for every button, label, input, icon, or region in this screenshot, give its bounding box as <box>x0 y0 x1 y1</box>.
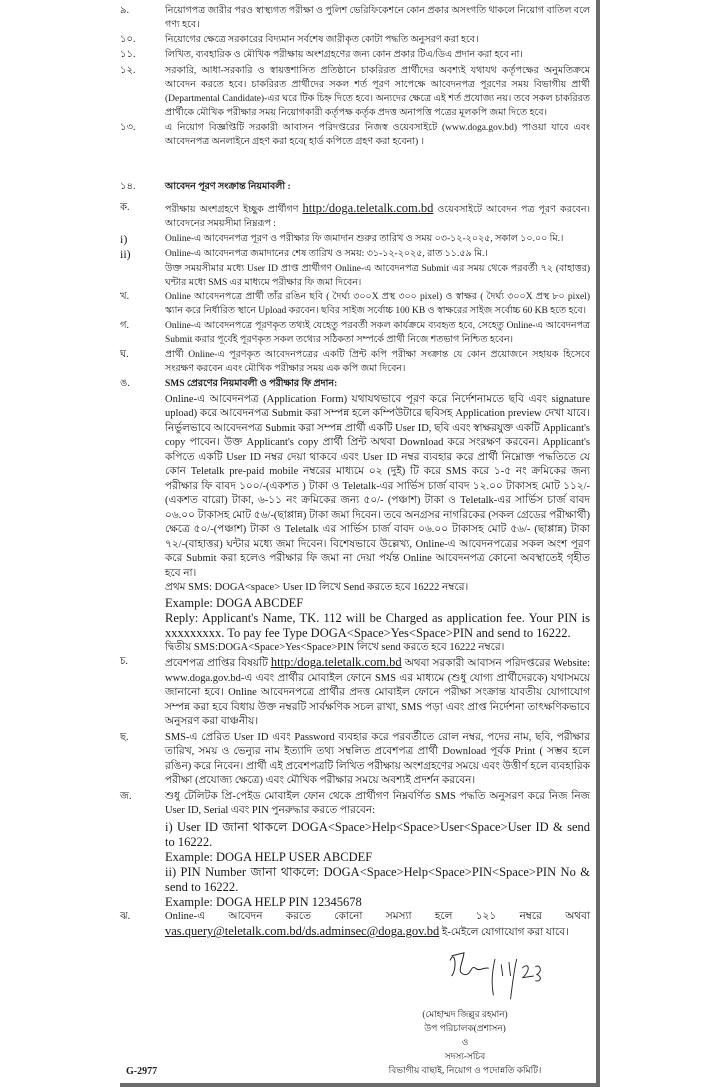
clause-row <box>120 790 590 819</box>
sms-heading: SMS প্রেরণের নিয়মাবলী ও পরীক্ষার ফি প্রদান: <box>165 379 338 390</box>
item-number: ১২. <box>120 64 136 76</box>
teletalk-link[interactable]: http:/doga.teletalk.com.bd <box>270 655 402 670</box>
clause-11: লিখিত, ব্যবহারিক ও মৌখিক পরীক্ষায় অংশগ্রহণের জন্য কোন প্রকার টিএ/ডিএ প্রদান করা হবে না। <box>165 50 523 61</box>
item-number: ১৩. <box>120 121 136 133</box>
clause-row <box>120 910 590 941</box>
clause-row <box>120 731 590 789</box>
signatory-and: ও <box>461 1036 469 1047</box>
document-code: G-2977 <box>126 1065 158 1077</box>
spacer <box>120 150 590 180</box>
clause-ii: Online-এ আবেদনপত্র জমাদানের শেষ তারিখ ও সময়: ৩১-১২-২০২৫, রাত ১১.৫৯ মি.। <box>165 249 488 260</box>
item-number: জ. <box>120 790 132 802</box>
item-number: খ. <box>120 291 130 303</box>
clause-chha: SMS-এ প্রেরিত User ID এবং Password ব্যবহার করে পরবর্তীতে রোল নম্বর, পদের নাম, ছবি, পরীক্ষার তারিখ, সময় ও ভেন্যুর নাম ইত্যাদি তথ্য সম্বলিত প্রবেশপত্র প্রার্থী Download পূর্বক Print ( সম্ভব হলে রঙিন) করে নিবেন। প্রার্থী এই প্রবেশপত্রটি লিখিত পরীক্ষায় অংশগ্রহণের সময়ে এবং উত্তীর্ণ হলে ব্যবহারিক পরীক্ষা (প্রযোজ্য ক্ষেত্রে) এবং মৌখিক পরীক্ষার সময়ে অবশ্যই প্রদর্শন করবেন। <box>165 731 590 787</box>
clause-text: প্রবেশপত্র প্রাপ্তির বিষয়টি <box>165 658 271 670</box>
clause-cha <box>165 655 590 730</box>
example-pin: Example: DOGA HELP PIN 12345678 <box>165 894 362 909</box>
signatory-role: সদস্য-সচিব <box>444 1050 486 1061</box>
reply-text: Reply: Applicant's Name, TK. 112 will be Charged as application fee. Your PIN is xxxxxxxxx. To pay fee Type DOGA<Space>Yes<Space>PIN and send to 16222. <box>165 610 590 640</box>
item-number: ১০. <box>120 34 136 45</box>
sms-instructions: Online-এ আবেদনপত্র (Application Form) যথাযথভাবে পূরণ করে নির্দেশনামতে ছবি এবং signature upload) করে আবেদনপত্র Submit করা সম্পন্ন হলে কম্পিউটারে ছবিসহ Application preview দেখা যাবে। নির্ভুলভাবে আবেদনপত্র Submit করা সম্পন্ন প্রার্থী একটি User ID, ছবি এবং স্বাক্ষরযুক্ত একটি Applicant's copy পাবেন। উক্ত Applicant's copy প্রার্থী প্রিন্ট অথবা Download করে সংরক্ষণ করবেন। Applicant's কপিতে একটি User ID নম্বর দেয়া থাকবে এবং User ID নম্বর ব্যবহার করে প্রার্থী নিম্নোক্ত পদ্ধতিতে যে কোন Teletalk pre-paid mobile নম্বরের মাধ্যমে ০২ (দুই) টি করে SMS করে ১-৫ নং ক্রমিকের জন্য পরীক্ষার ফি বাবদ ১০০/-(একশত ) টাকা ও Teletalk-এর সার্ভিস চার্জ বাবদ ১২.০০ টাকাসহ মোট ১১২/- (একশত বারো) টাকা, ৬-১১ নং ক্রমিকের জন্য ৫০/- (পঞ্চাশ) টাকা ও Teletalk-এর সার্ভিস চার্জ বাবদ ০৬.০০ টাকাসহ মোট ৫৬/-(ছাপ্পান্ন) টাকা জমা দিবেন। তবে অনগ্রসর নাগরিকের (সকল গ্রেডের পরীক্ষার্থী) ক্ষেত্রে ৫০/-(পঞ্চাশ) টাকা ও Teletalk এর সার্ভিস চার্জ বাবদ ০৬.০০ টাকাসহ মোট ৫৬/- (ছাপ্পান্ন) টাকা ৭২/-(বাহাত্তর) ঘন্টার মধ্যে জমা দিবেন। বিশেষভাবে উল্লেখ্য, Online-এ আবেদনপত্রের সকল অংশ পূরণ করে Submit করা হলেও পরীক্ষার ফি জমা না দেয়া পর্যন্ত Online আবেদনপত্র কোনো অবস্থাতেই গৃহীত হবে না। <box>165 393 590 579</box>
first-sms: প্রথম SMS: DOGA<space> User ID লিখে Send করতে হবে 16222 নম্বরে। <box>165 582 469 594</box>
item-number: i) <box>120 231 128 246</box>
recover-user-id: i) User ID জানা থাকলে DOGA<Space>Help<Space>User<Space>User ID & send to 16222. <box>165 819 590 849</box>
item-number: ঘ. <box>120 349 129 361</box>
clause-13: এ নিয়োগ বিজ্ঞপ্তিটি সরকারী আবাসন পরিদপ্তরের নিজস্ব ওয়েবসাইটে (www.doga.gov.bd) পাওয়া যাবে এবং আবেদনপত্র অনলাইনে গ্রহণ করা হবে( হার্ড কপিতে গ্রহণ করা হবেনা) । <box>165 122 590 147</box>
clause-ja: শুধু টেলিটক প্রি-পেইড মোবাইল ফোন থেকে প্রার্থীগণ নিম্নবর্ণিত SMS পদ্ধতি অনুসরণ করে নিজ নিজ User ID, Serial এবং PIN পুনরুদ্ধার করতে পারবেন: <box>165 790 590 817</box>
clause-text: Online-এ আবেদন করতে কোনো সমস্যা হলে ১২১ নম্বরে অথবা <box>165 910 590 922</box>
clause-row <box>120 33 590 47</box>
contact-email[interactable]: vas.query@teletalk.com.bd/ds.adminsec@doga.gov.bd <box>165 924 440 939</box>
clause-gha: প্রার্থী Online-এ পূরণকৃত আবেদনপত্রের একটি প্রিন্ট কপি পরীক্ষা সংক্রান্ত যে কোন প্রয়োজনে সহায়ক হিসেবে সংরক্ষণ করবেন এবং মৌখিক পরীক্ষার সময় এক কপি জমা দিবেন। <box>165 350 590 375</box>
item-number: ঝ. <box>120 910 131 922</box>
clause-row <box>120 655 590 730</box>
example-user: Example: DOGA HELP USER ABCDEF <box>165 849 373 864</box>
clause-text: অথবা সরকারী আবাসন পরিদপ্তরের Website: www.doga.gov.bd-এ এবং প্রার্থীর মোবাইল ফোনে SMS এর মাধ্যমে (শুধু যোগ্য প্রার্থীদেরকে) যথাসময়ে জানানো হবে। Online আবেদনপত্রে প্রার্থীর প্রদত্ত মোবাইল ফোনে পরীক্ষা সংক্রান্ত যাবতীয় যোগাযোগ সম্পন্ন করা হবে বিধায় উক্ত নম্বরটি সার্বক্ষণিক সচল রাখা, SMS পড়া এবং প্রাপ্ত নির্দেশনা তাৎক্ষণিকভাবে অনুসরণ করা বাঞ্চনীয়। <box>165 658 591 728</box>
recover-pin: ii) PIN Number জানা থাকলে: DOGA<Space>Help<Space>PIN<Space>PIN No & send to 16222. <box>165 864 590 894</box>
document-frame <box>120 0 600 1087</box>
section-heading-row <box>120 180 590 194</box>
committee-name: বিভাগীয় বাছাই, নিয়োগ ও পদোন্নতি কমিটি। <box>388 1064 542 1075</box>
item-number: ঙ. <box>120 378 130 390</box>
teletalk-link[interactable]: http:/doga.teletalk.com.bd <box>302 200 434 215</box>
item-number: গ. <box>120 320 130 332</box>
clause-kha: Online আবেদনপত্রে প্রার্থী তাঁর রঙিন ছবি ( দৈর্ঘ্য ৩০০X প্রস্থ ৩০০ pixel) ও স্বাক্ষর ( দৈর্ঘ্য ৩০০X প্রস্থ ৮০ pixel) স্ক্যান করে নির্ধারিত স্থানে Upload করবেন। ছবির সাইজ সর্বোচ্চ 100 KB ও স্বাক্ষরের সাইজ সর্বোচ্চ 60 KB হতে হবে। <box>165 292 590 317</box>
footer <box>120 945 590 1077</box>
clause-row <box>120 121 590 149</box>
item-number: ৯. <box>120 5 129 16</box>
item-number: ছ. <box>120 731 129 743</box>
clause-9: নিয়োগপত্র জারীর পরও স্বাস্থ্যগত পরীক্ষা ও পুলিশ ভেরিফিকেশনে কোন প্রকার অসংগতি থাকলে নিয়োগ বাতিল বলে গণ্য হবে। <box>165 6 590 30</box>
clause-ga: Online-এ আবেদনপত্রে পূরণকৃত তথ্যই যেহেতু পরবর্তী সকল কার্যক্রমে ব্যবহৃত হবে, সেহেতু Online-এ আবেদনপত্র Submit করার পূর্বেই পূরণকৃত সকল তথ্যের সঠিকতা সম্পর্কে প্রার্থী নিজে শতভাগ নিশ্চিত হবেন। <box>165 321 590 346</box>
signatory-name: (মোহাম্মদ জিল্লুর রহমান) <box>422 1008 508 1019</box>
clause-ka <box>165 201 590 231</box>
clause-row <box>120 247 590 261</box>
clause-row <box>120 348 590 376</box>
clause-row <box>120 290 590 318</box>
clause-row <box>120 48 590 62</box>
clause-jha <box>165 910 590 941</box>
clause-row <box>120 201 590 231</box>
item-number: চ. <box>120 656 128 668</box>
clause-text: ওয়েবসাইটে আবেদন পত্র পূরণ করবেন। আবেদনের সময়সীমা নিম্নরূপ : <box>165 204 590 229</box>
signature-block <box>370 945 560 1077</box>
signatory-designation: উপ পরিচালক(প্রশাসন) <box>424 1022 506 1033</box>
item-number: ১১. <box>120 49 136 61</box>
section-heading: আবেদন পূরণ সংক্রান্ত নিয়মাবলী : <box>165 181 291 192</box>
clause-text: পরীক্ষায় অংশগ্রহণে ইচ্ছুক প্রার্থীগণ <box>165 204 303 215</box>
clause-row <box>120 319 590 347</box>
clause-text: ই-মেইলে যোগাযোগ করা যাবে। <box>439 927 569 939</box>
item-number: ii) <box>120 247 131 262</box>
clause-row <box>120 64 590 120</box>
deadline-note: উক্ত সময়সীমার মধ্যে User ID প্রাপ্ত প্রার্থীগণ Online-এ আবেদনপত্র Submit এর সময় থেকে পরবর্তী ৭২ (বাহাত্তর) ঘন্টার মধ্যে SMS এর মাধ্যমে পরীক্ষার ফি জমা দিবেন। <box>165 264 590 289</box>
clause-10: নিয়োগের ক্ষেত্রে সরকারের বিদ্যমান সর্বশেষ জারীকৃত কোটা পদ্ধতি অনুসরণ করা হবে। <box>165 35 479 45</box>
clause-12: সরকারি, আধা-সরকারি ও স্বায়ত্তশাসিত প্রতিষ্ঠানে চাকরিরত প্রার্থীদের অবশ্যই যথাযথ কর্তৃপক্ষের অনুমতিক্রমে আবেদন করতে হবে। চাকরিরত প্রার্থীদের সকল শর্ত পূরণ সাপেক্ষে আবেদনপত্র পূরণের সময় বিভাগীয় প্রার্থী (Departmental Candidate)-এর ঘরে টিক চিহ্ন দিতে হবে। অন্যদের ক্ষেত্রে এই শর্ত প্রযোজ্য নয়। তবে সকল চাকরিরত প্রার্থীকে মৌখিক পরীক্ষার সময় নিয়োগকারী কর্তৃপক্ষ কর্তৃক প্রদত্ত অনাপত্তি পত্রের মূলকপি জমা দিতে হবে। <box>165 65 590 118</box>
clause-row <box>120 4 590 32</box>
handwritten-signature <box>425 945 565 1007</box>
item-number: ১৪. <box>120 180 136 192</box>
item-number: ক. <box>120 201 130 213</box>
second-sms: দ্বিতীয় SMS:DOGA<Space>Yes<Space>PIN লিখে send করতে হবে 16222 নম্বরে। <box>165 641 505 653</box>
clause-row <box>120 232 590 246</box>
example-1: Example: DOGA ABCDEF <box>165 595 304 610</box>
clause-i: Online-এ আবেদনপত্র পূরণ ও পরীক্ষার ফি জমাদান শুরুর তারিখ ও সময় ০৩-১২-২০২৫, সকাল ১০.০০ মি.। <box>165 233 564 244</box>
clause-row <box>120 377 590 391</box>
